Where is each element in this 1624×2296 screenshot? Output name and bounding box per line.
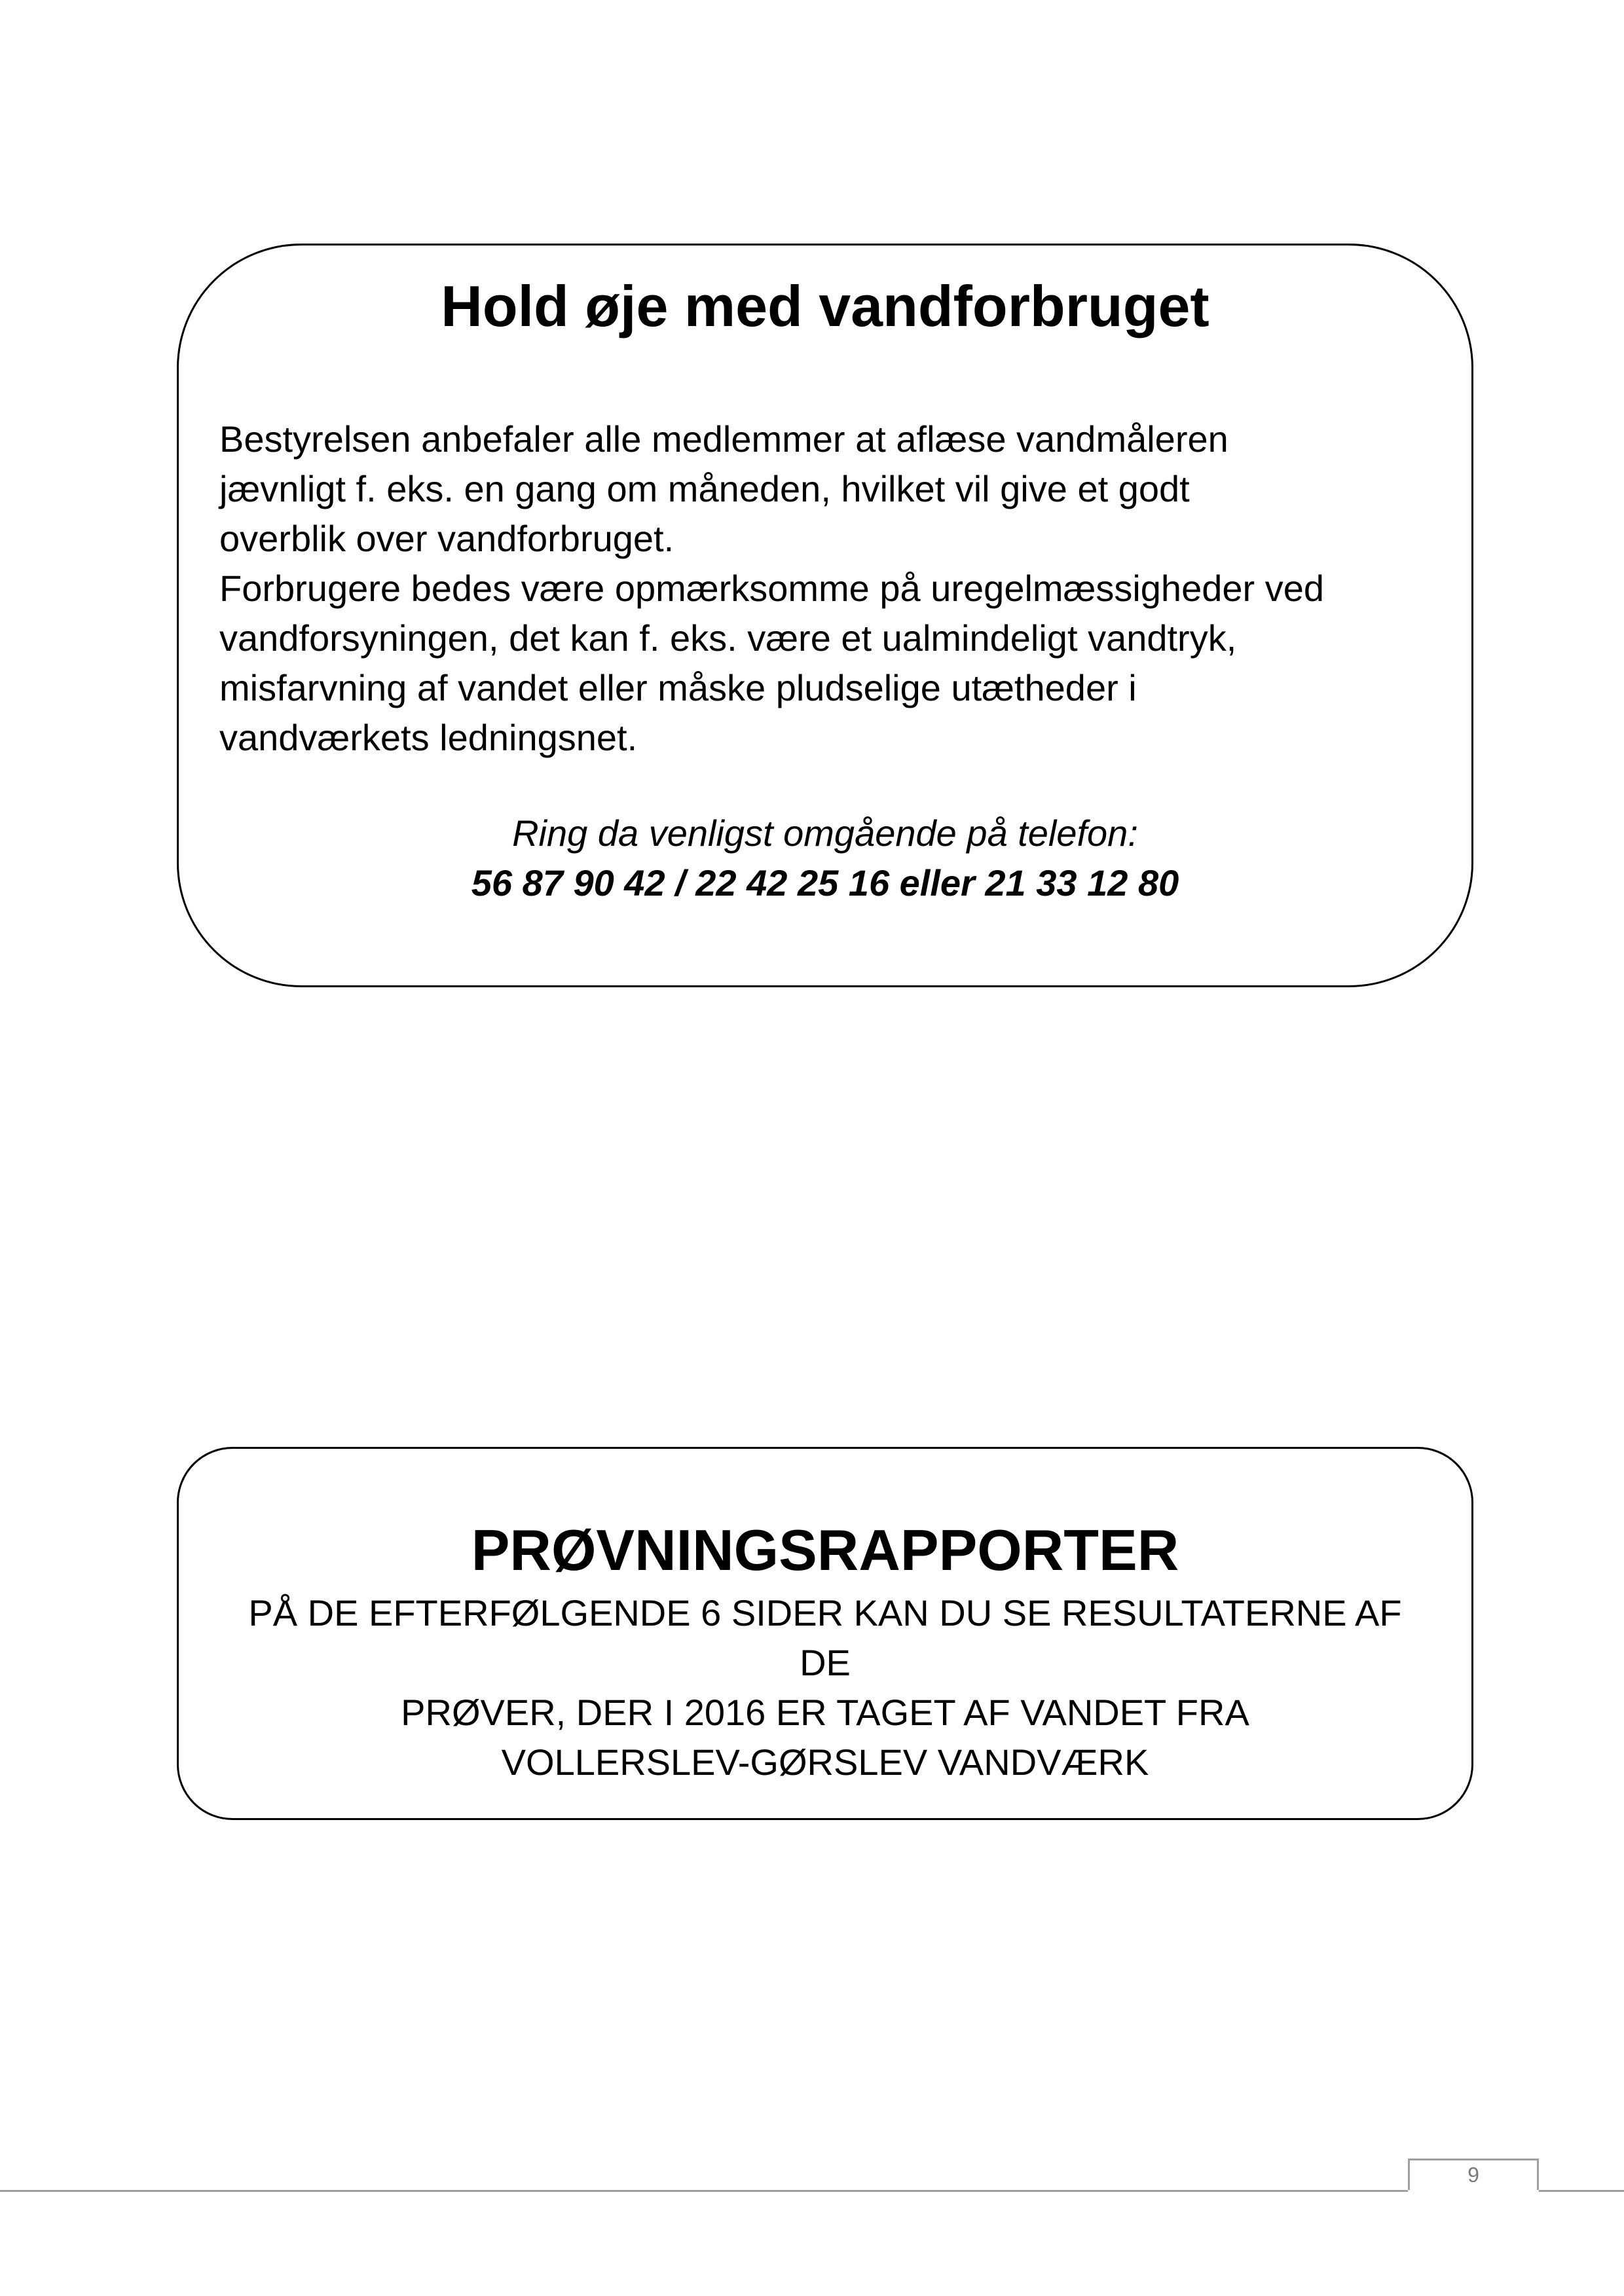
reports-title: PRØVNINGSRAPPORTER — [471, 1518, 1179, 1582]
water-usage-notice-box — [177, 244, 1473, 987]
call-instruction — [179, 809, 1471, 908]
reports-line: VOLLERSLEV-GØRSLEV VANDVÆRK — [501, 1741, 1149, 1783]
test-reports-box — [177, 1447, 1473, 1820]
notice-line: Forbrugere bedes være opmærksomme på uregelmæssigheder ved — [219, 568, 1324, 609]
notice-line: vandværkets ledningsnet. — [219, 717, 638, 758]
reports-body — [231, 1588, 1419, 1787]
reports-line: PÅ DE EFTERFØLGENDE 6 SIDER KAN DU SE RESULTATERNE AF DE — [248, 1592, 1402, 1683]
footer-divider-right — [1539, 2190, 1624, 2192]
page-number: 9 — [1408, 2159, 1539, 2190]
reports-line: PRØVER, DER I 2016 ER TAGET AF VANDET FRA — [401, 1692, 1249, 1733]
notice-body — [219, 414, 1445, 763]
footer-divider-left — [0, 2190, 1408, 2192]
phone-numbers: 56 87 90 42 / 22 42 25 16 eller 21 33 12 80 — [471, 862, 1179, 903]
notice-line: Bestyrelsen anbefaler alle medlemmer at aflæse vandmåleren — [219, 418, 1228, 460]
notice-line: vandforsyningen, det kan f. eks. være et ualmindeligt vandtryk, — [219, 617, 1237, 659]
notice-line: overblik over vandforbruget. — [219, 518, 674, 559]
notice-title: Hold øje med vandforbruget — [441, 274, 1209, 338]
call-text: Ring da venligst omgående på telefon: — [512, 812, 1138, 854]
notice-line: jævnligt f. eks. en gang om måneden, hvilket vil give et godt — [219, 468, 1190, 509]
notice-line: misfarvning af vandet eller måske pludselige utætheder i — [219, 667, 1137, 708]
